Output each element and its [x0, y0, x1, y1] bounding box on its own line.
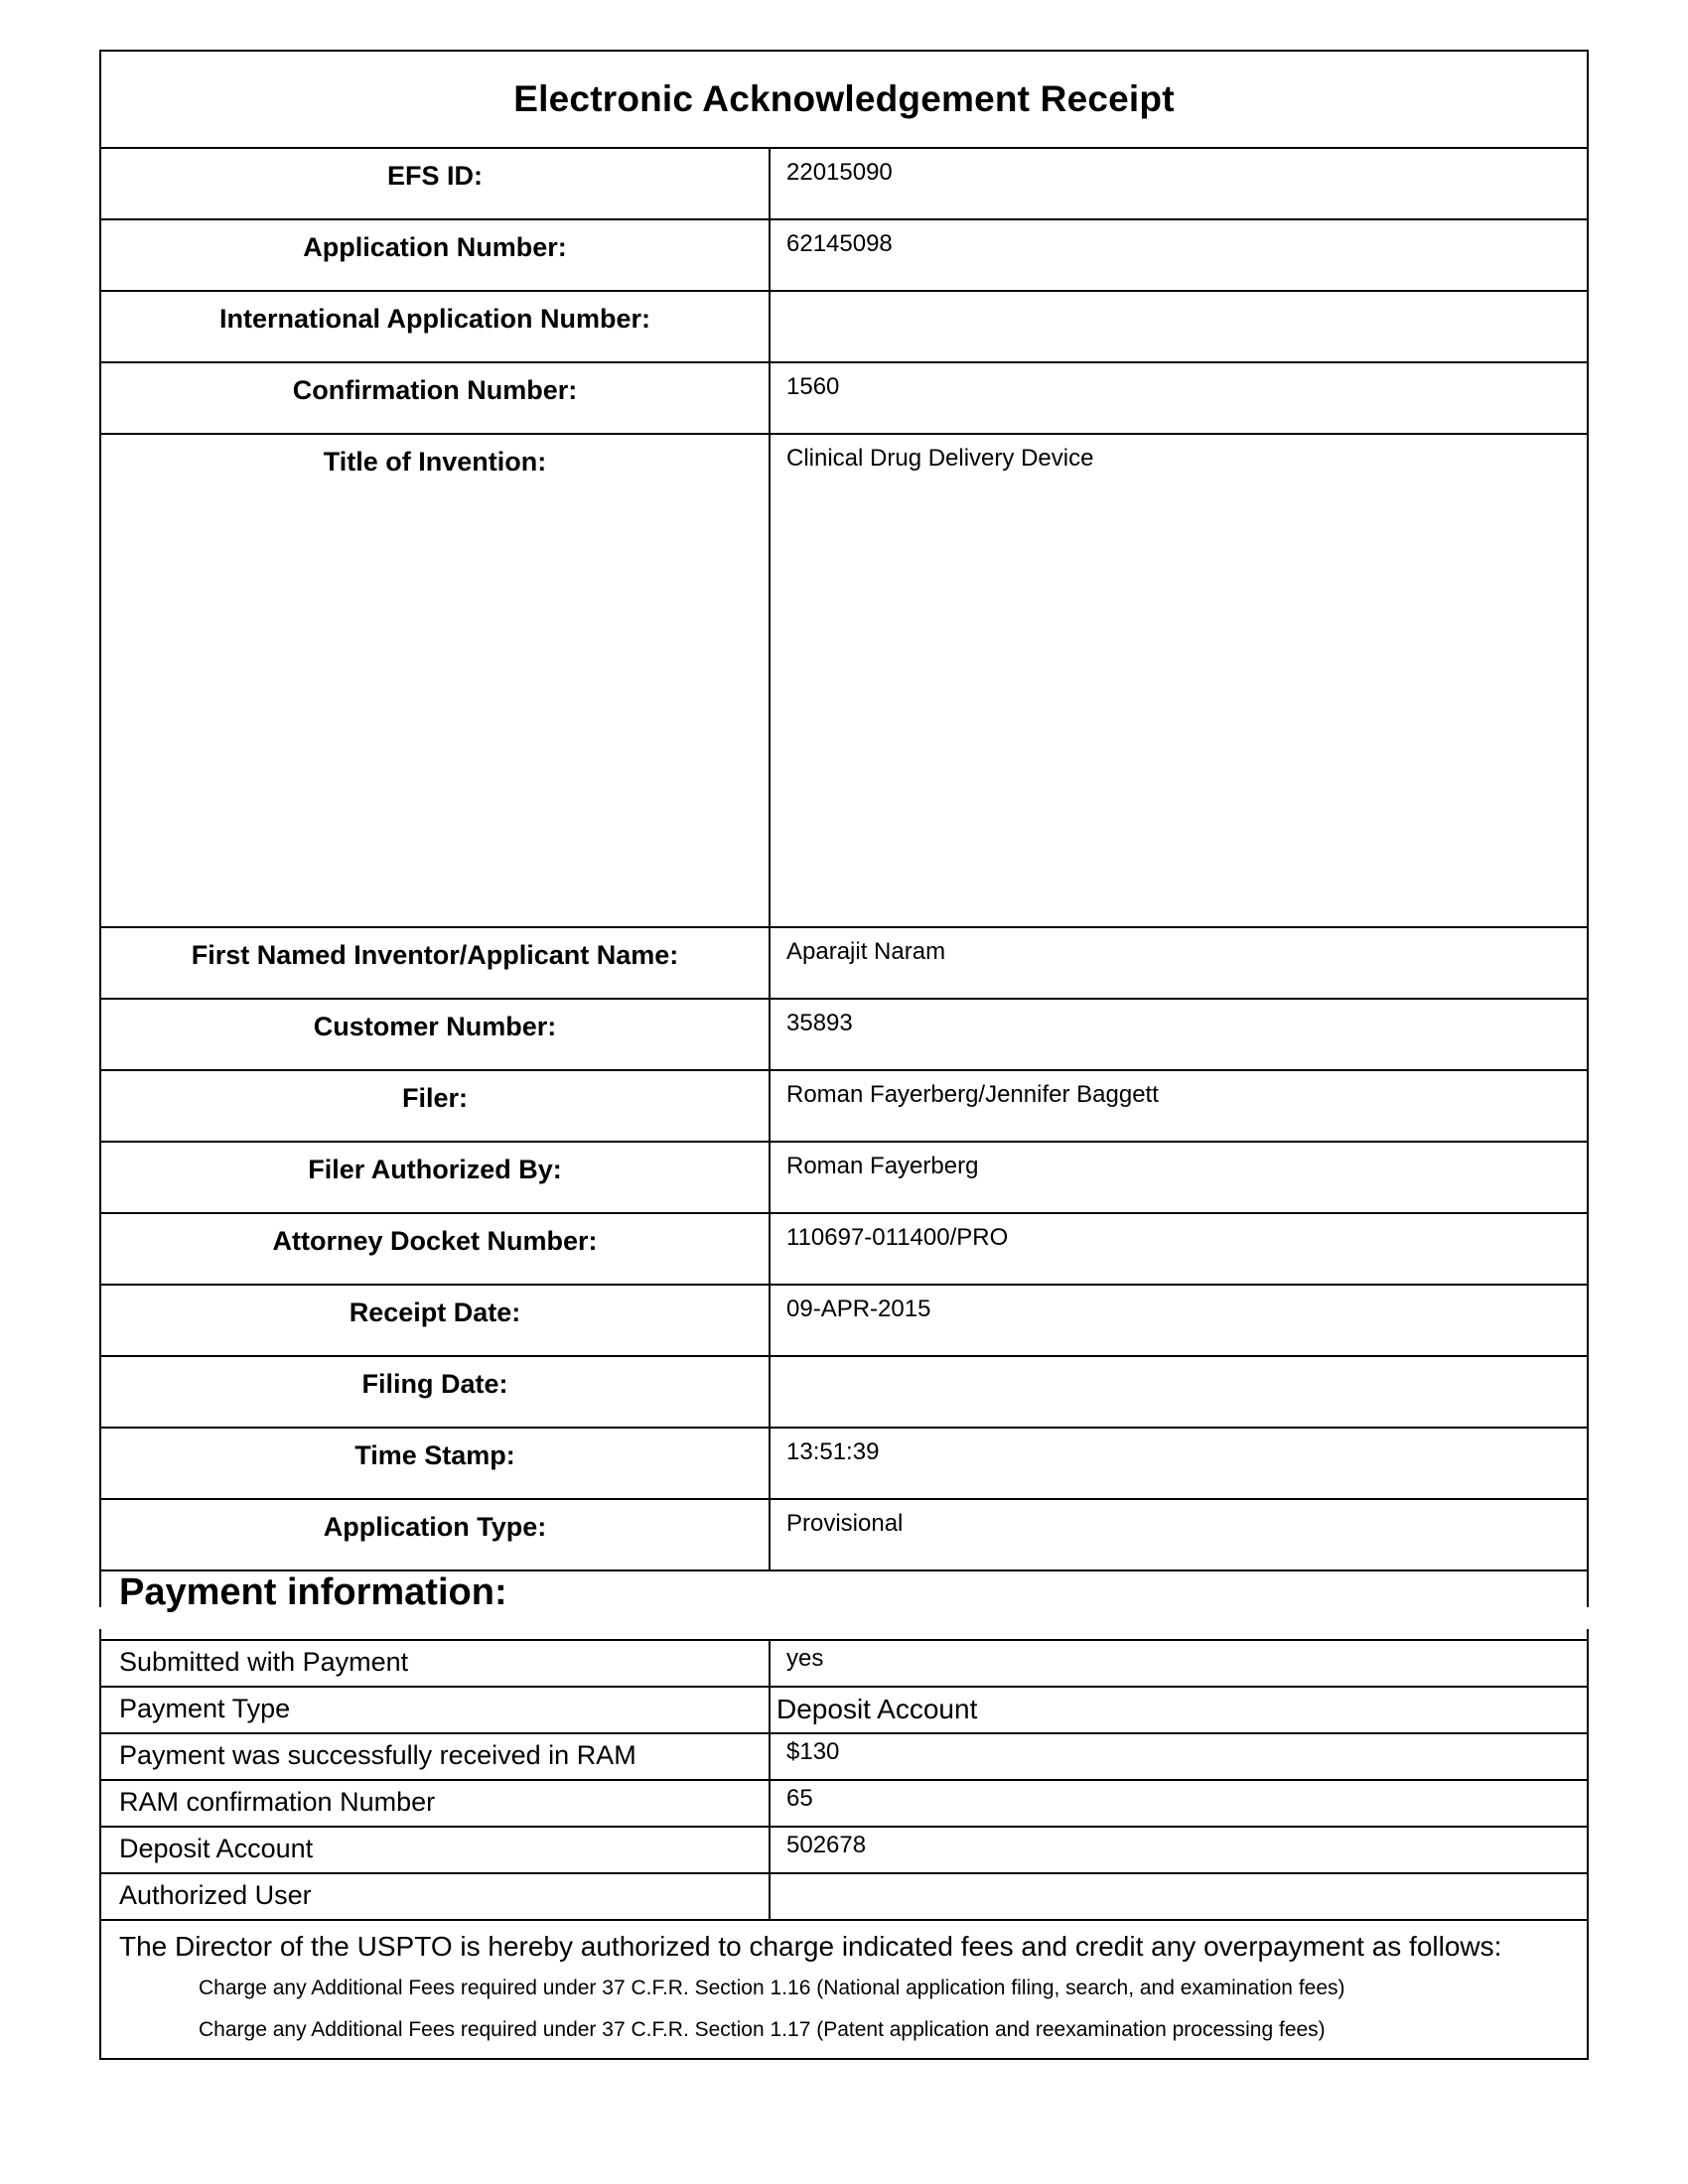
field-label: Filer: — [101, 1071, 771, 1141]
field-value: Roman Fayerberg — [786, 1153, 979, 1179]
field-label: EFS ID: — [101, 149, 771, 218]
field-row-application-type — [101, 1500, 1587, 1571]
receipt-header — [101, 52, 1587, 149]
field-value: Clinical Drug Delivery Device — [786, 445, 1094, 472]
field-value: 110697-011400/PRO — [786, 1224, 1009, 1251]
field-value — [771, 1357, 1587, 1427]
field-label: Customer Number: — [101, 1000, 771, 1069]
payment-row-received-in-ram — [101, 1734, 1587, 1781]
field-label: Confirmation Number: — [101, 363, 771, 433]
field-row-international-application-number — [101, 292, 1587, 363]
payment-row-authorized-user — [101, 1874, 1587, 1921]
field-value: 09-APR-2015 — [786, 1296, 931, 1322]
payment-label: RAM confirmation Number — [101, 1781, 771, 1826]
field-label: Application Number: — [101, 220, 771, 290]
field-value: 1560 — [786, 373, 840, 400]
payment-value — [771, 1874, 1587, 1919]
field-value — [771, 292, 1587, 361]
payment-value: 65 — [786, 1785, 813, 1812]
field-row-customer-number — [101, 1000, 1587, 1071]
field-value: 13:51:39 — [786, 1438, 880, 1465]
field-row-filing-date — [101, 1357, 1587, 1429]
payment-label: Payment was successfully received in RAM — [101, 1734, 771, 1779]
field-value: 22015090 — [786, 159, 893, 186]
authorization-item: Charge any Additional Fees required under 37 C.F.R. Section 1.17 (Patent application and reexamination processing fees) — [199, 2018, 1326, 2041]
payment-value: $130 — [786, 1738, 840, 1765]
field-label: International Application Number: — [101, 292, 771, 361]
authorization-statement: The Director of the USPTO is hereby authorized to charge indicated fees and credit any overpayment as follows: — [119, 1931, 1502, 1962]
payment-value: yes — [786, 1645, 824, 1672]
payment-label: Deposit Account — [101, 1828, 771, 1872]
field-row-time-stamp — [101, 1429, 1587, 1500]
payment-label: Payment Type — [101, 1688, 771, 1732]
field-value: Roman Fayerberg/Jennifer Baggett — [786, 1081, 1159, 1108]
payment-heading: Payment information: — [119, 1571, 507, 1613]
field-value: Provisional — [786, 1510, 904, 1537]
field-row-title-of-invention — [101, 435, 1587, 928]
payment-row-payment-type — [101, 1688, 1587, 1734]
field-row-confirmation-number — [101, 363, 1587, 435]
payment-section-header — [101, 1571, 1587, 1641]
field-label: Application Type: — [101, 1500, 771, 1570]
field-row-first-named-inventor — [101, 928, 1587, 1000]
payment-label: Authorized User — [101, 1874, 771, 1919]
field-row-receipt-date — [101, 1286, 1587, 1357]
field-label: Attorney Docket Number: — [101, 1214, 771, 1284]
field-value: 62145098 — [786, 230, 893, 257]
field-label: Title of Invention: — [101, 435, 771, 926]
field-row-efs-id — [101, 149, 1587, 220]
field-row-filer — [101, 1071, 1587, 1143]
field-row-application-number — [101, 220, 1587, 292]
field-label: Filer Authorized By: — [101, 1143, 771, 1212]
acknowledgement-receipt-table — [99, 50, 1589, 2060]
fee-authorization — [101, 1921, 1587, 2058]
field-label: Receipt Date: — [101, 1286, 771, 1355]
payment-value: Deposit Account — [776, 1694, 978, 1724]
payment-label: Submitted with Payment — [101, 1641, 771, 1686]
payment-row-deposit-account — [101, 1828, 1587, 1874]
field-label: Filing Date: — [101, 1357, 771, 1427]
field-row-filer-authorized-by — [101, 1143, 1587, 1214]
payment-row-submitted-with-payment — [101, 1641, 1587, 1688]
receipt-title: Electronic Acknowledgement Receipt — [513, 78, 1175, 119]
authorization-item: Charge any Additional Fees required under 37 C.F.R. Section 1.16 (National application filing, search, and examination fees) — [199, 1977, 1345, 1999]
field-label: First Named Inventor/Applicant Name: — [101, 928, 771, 998]
payment-value: 502678 — [786, 1832, 867, 1858]
field-row-attorney-docket-number — [101, 1214, 1587, 1286]
field-value: Aparajit Naram — [786, 938, 946, 965]
field-label: Time Stamp: — [101, 1429, 771, 1498]
payment-row-ram-confirmation-number — [101, 1781, 1587, 1828]
field-value: 35893 — [786, 1010, 853, 1036]
